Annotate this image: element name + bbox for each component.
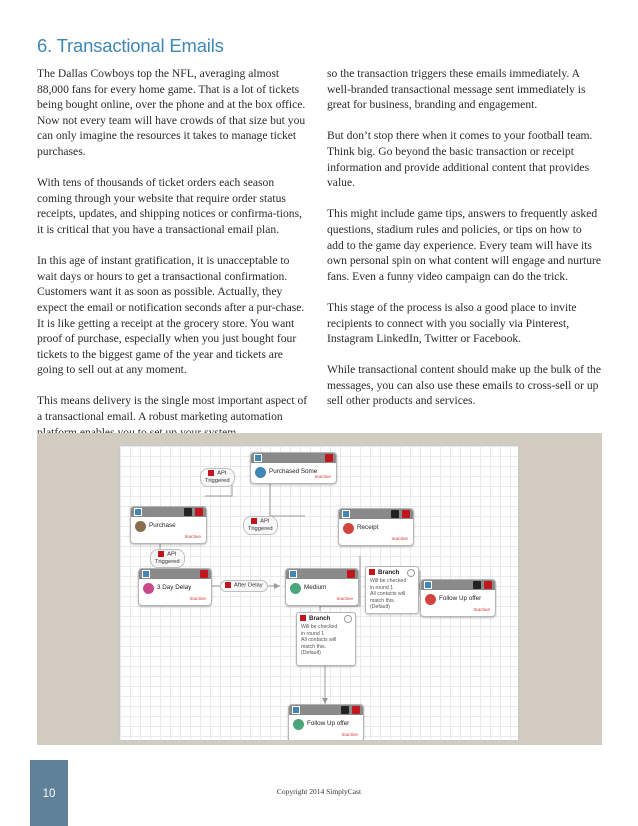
email-icon <box>425 594 436 605</box>
node-status: Inactive <box>336 597 353 602</box>
node-label: Purchase <box>149 522 176 529</box>
node-medium[interactable] <box>285 568 359 606</box>
node-purchased[interactable] <box>250 452 337 484</box>
chat-icon <box>293 719 304 730</box>
node-delay[interactable] <box>138 568 212 606</box>
email-icon <box>343 523 354 534</box>
paragraph: The Dallas Cowboys top the NFL, averaging almost 88,000 fans for every home game. That is a lot of tickets being bought online, over the phone and at the box office. Now not every team will have crowds of that size but you can only imagine the resources it takes to manage ticket purchases. <box>37 67 306 158</box>
flag-icon <box>134 508 142 516</box>
settings-icon[interactable] <box>344 615 352 623</box>
paragraph: This might include game tips, answers to frequently asked questions, stadium rules and policies, or tips on how to add to the game day experience. Every team will have its own personal spin on what content will engage and nurture fans. Even a funny video campaign can do the trick. <box>327 207 601 283</box>
paragraph: so the transaction triggers these emails immediately. A well-branded transactional message sent immediately is great for business, branding and engagement. <box>327 67 586 112</box>
trigger-api[interactable]: API Triggered <box>200 468 235 487</box>
node-follow-up-right[interactable] <box>420 579 496 617</box>
node-status: Inactive <box>391 537 408 542</box>
flag-icon <box>254 454 262 462</box>
node-purchase[interactable] <box>130 506 207 544</box>
delete-icon[interactable] <box>200 570 208 578</box>
delete-icon[interactable] <box>251 518 257 524</box>
clock-icon <box>143 583 154 594</box>
delete-icon[interactable] <box>158 551 164 557</box>
delete-icon[interactable] <box>300 615 306 621</box>
workflow-canvas <box>119 445 519 741</box>
arrowhead <box>274 583 280 589</box>
user-icon <box>255 467 266 478</box>
delete-icon[interactable] <box>402 510 410 518</box>
chat-icon <box>290 583 301 594</box>
node-label: 3 Day Delay <box>157 584 192 591</box>
flag-icon <box>142 570 150 578</box>
node-label: Purchased Some <box>269 468 318 475</box>
trigger-api[interactable]: API Triggered <box>150 549 185 568</box>
node-status: Inactive <box>314 475 331 480</box>
flag-icon <box>289 570 297 578</box>
paragraph: This stage of the process is also a good place to invite recipients to connect with you socially via Pinterest, Instagram LinkedIn, Twitter or Facebook. <box>327 300 577 346</box>
trigger-after-delay[interactable]: After Delay <box>220 580 268 592</box>
edit-icon[interactable] <box>184 508 192 516</box>
image-icon <box>135 521 146 532</box>
node-follow-up-bottom[interactable] <box>288 704 364 741</box>
node-label: Receipt <box>357 524 379 531</box>
paragraph: But don’t stop there when it comes to your football team. Think big. Go beyond the basic transaction or receipt information and provide additional content that provides value. <box>327 129 593 190</box>
branch-node[interactable]: Branch Will be checked in round 1 All contacts will match this. (Default) <box>296 612 356 666</box>
node-status: Inactive <box>189 597 206 602</box>
node-receipt[interactable] <box>338 508 414 546</box>
delete-icon[interactable] <box>195 508 203 516</box>
delete-icon[interactable] <box>225 582 231 588</box>
edit-icon[interactable] <box>341 706 349 714</box>
delete-icon[interactable] <box>352 706 360 714</box>
node-status: Inactive <box>473 608 490 613</box>
flag-icon <box>424 581 432 589</box>
flag-icon <box>292 706 300 714</box>
node-label: Medium <box>304 584 327 591</box>
delete-icon[interactable] <box>347 570 355 578</box>
flag-icon <box>342 510 350 518</box>
page-number: 10 <box>42 788 56 800</box>
delete-icon[interactable] <box>369 569 375 575</box>
copyright-footer: Copyright 2014 SimplyCast <box>276 787 362 796</box>
delete-icon[interactable] <box>484 581 492 589</box>
right-column <box>327 66 601 425</box>
node-label: Follow Up offer <box>307 720 350 727</box>
node-label: Follow Up offer <box>439 595 482 602</box>
edit-icon[interactable] <box>473 581 481 589</box>
paragraph: In this age of instant gratification, it is unacceptable to wait days or hours to get a transactional confirmation. Customers want it as soon as possible. Actually, they expect the email or notification seconds after a pur-chase. It is like getting a receipt at the grocery store. You want proof of purchase, especially when you just bought four tickets to the biggest game of the year and tickets are going to sell out at any moment. <box>37 254 305 377</box>
paragraph: While transactional content should make up the bulk of the messages, you can also use these emails to cross-sell or up sell other products and services. <box>327 363 601 408</box>
trigger-api[interactable]: API Triggered <box>243 516 278 535</box>
workflow-diagram-figure <box>37 433 602 745</box>
section-heading: 6. Transactional Emails <box>37 35 224 56</box>
node-status: Inactive <box>184 535 201 540</box>
left-column <box>37 66 311 456</box>
branch-node[interactable]: Branch Will be checked in round 1 All contacts will match this. (Default) <box>365 566 419 614</box>
paragraph: With tens of thousands of ticket orders each season coming through your website that require order status receipts, updates, and shipping notices or confirma-tions, it is critical that you have a transactional email plan. <box>37 176 302 236</box>
settings-icon[interactable] <box>407 569 415 577</box>
delete-icon[interactable] <box>325 454 333 462</box>
paragraph: This means delivery is the single most important aspect of a transactional email. A robust marketing automation <box>37 394 308 424</box>
delete-icon[interactable] <box>208 470 214 476</box>
edit-icon[interactable] <box>391 510 399 518</box>
node-status: Inactive <box>341 733 358 738</box>
